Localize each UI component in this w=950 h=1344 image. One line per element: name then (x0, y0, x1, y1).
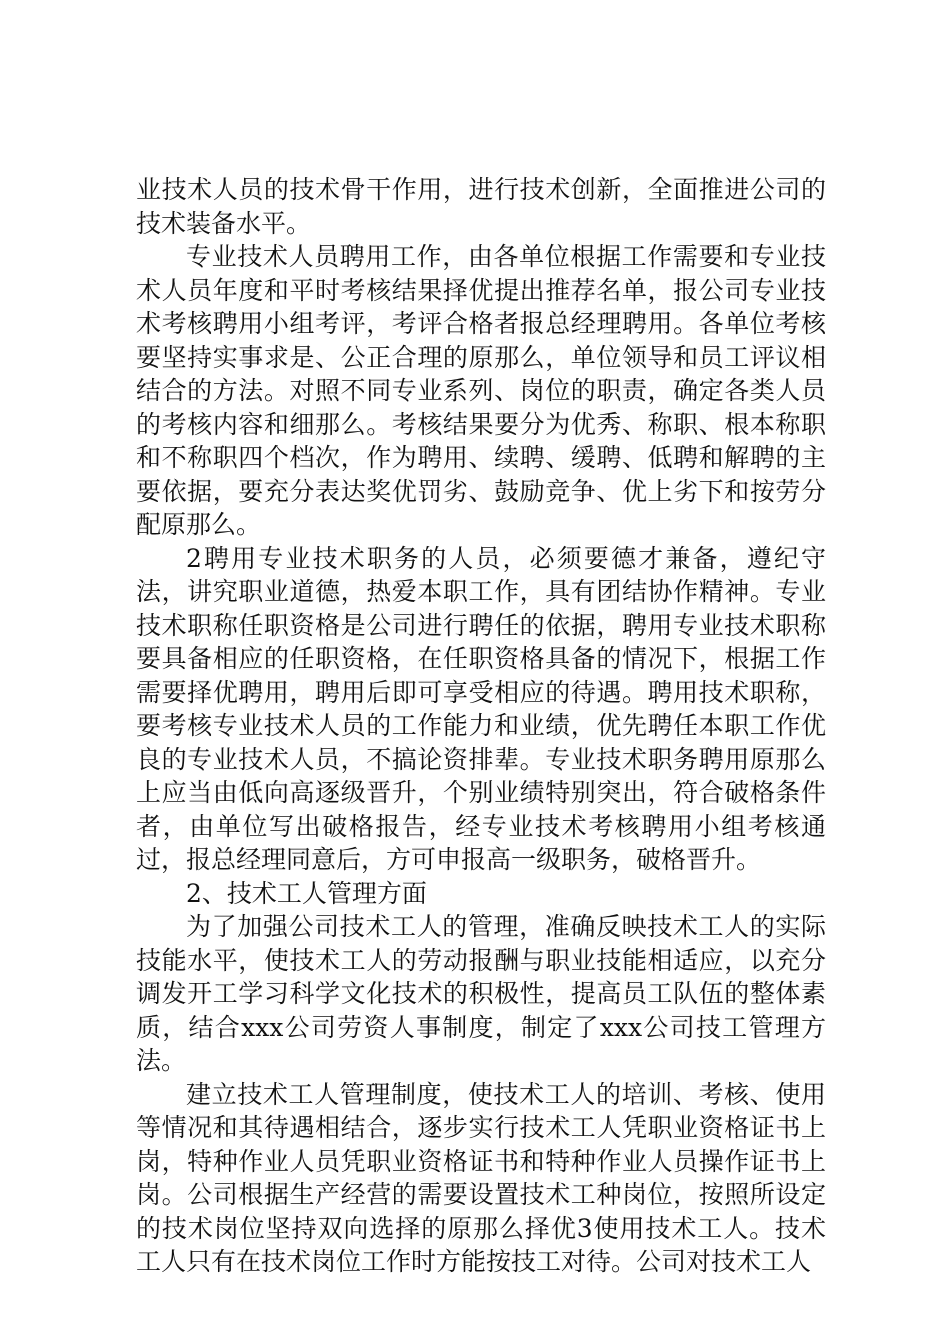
section-heading-technical-workers: 2、技术工人管理方面 (186, 878, 427, 908)
paragraph-technical-workers-system: 建立技术工人管理制度，使技术工人的培训、考核、使用等情况和其待遇相结合，逐步实行技术工人凭职业资格证书上岗，特种作业人员凭职业资格证书和特种作业人员操作证书上岗。公司根据生产经营的需要设置技术工种岗位，按照所设定的技术岗位坚持双向选择的原那么择优3使用技术工人。技术工人只有在技术岗位工作时方能按技工对待。公司对技术工人 (136, 1079, 826, 1276)
paragraph-employment-qualifications: 2聘用专业技术职务的人员，必须要德才兼备，遵纪守法，讲究职业道德，热爱本职工作，具有团结协作精神。专业技术职称任职资格是公司进行聘任的依据，聘用专业技术职称要具备相应的任职资格，在任职资格具备的情况下，根据工作需要择优聘用，聘用后即可享受相应的待遇。聘用技术职称，要考核专业技术人员的工作能力和业绩，优先聘任本职工作优良的专业技术人员，不搞论资排辈。专业技术职务聘用原那么上应当由低向高逐级晋升，个别业绩特别突出，符合破格条件者，由单位写出破格报告，经专业技术考核聘用小组考核通过，报总经理同意后，方可申报高一级职务，破格晋升。 (136, 543, 826, 874)
paragraph-employment-work: 专业技术人员聘用工作，由各单位根据工作需要和专业技术人员年度和平时考核结果择优提出推荐名单，报公司专业技术考核聘用小组考评，考评合格者报总经理聘用。各单位考核要坚持实事求是、公正合理的原那么，单位领导和员工评议相结合的方法。对照不同专业系列、岗位的职责，确定各类人员的考核内容和细那么。考核结果要分为优秀、称职、根本称职和不称职四个档次，作为聘用、续聘、缓聘、低聘和解聘的主要依据，要充分表达奖优罚劣、鼓励竞争、优上劣下和按劳分配原那么。 (136, 242, 826, 539)
paragraph-technical-workers-purpose: 为了加强公司技术工人的管理，准确反映技术工人的实际技能水平，使技术工人的劳动报酬与职业技能相适应，以充分调发开工学习科学文化技术的积极性，提高员工队伍的整体素质，结合xxx公司劳资人事制度，制定了xxx公司技工管理方法。 (136, 912, 826, 1075)
document-body (136, 173, 826, 1279)
paragraph-continuation: 业技术人员的技术骨干作用，进行技术创新，全面推进公司的技术装备水平。 (136, 175, 826, 238)
